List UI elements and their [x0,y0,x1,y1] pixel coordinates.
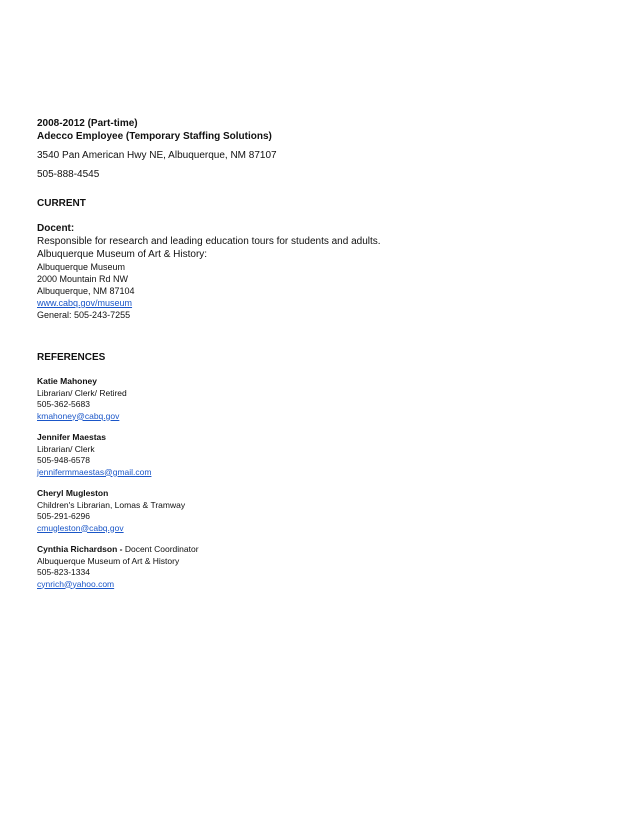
reference-name: Katie Mahoney [37,376,97,386]
reference-item [37,488,597,534]
job-employer: Adecco Employee (Temporary Staffing Solutions) [37,131,272,142]
job-address: 3540 Pan American Hwy NE, Albuquerque, NM 87107 [37,150,277,161]
current-section [37,197,597,321]
references-heading: REFERENCES [37,352,106,363]
job-phone: 505-888-4545 [37,169,100,180]
reference-name: Jennifer Maestas [37,432,106,442]
current-title: Docent: [37,223,75,234]
reference-role: Albuquerque Museum of Art & History [37,555,180,566]
museum-general-phone [37,309,597,321]
reference-phone: 505-362-5683 [37,399,90,409]
reference-role: Children's Librarian, Lomas & Tramway [37,499,186,510]
reference-item [37,544,597,590]
reference-role: Librarian/ Clerk [37,443,95,454]
reference-item [37,376,597,422]
resume-page [37,117,597,590]
reference-name-line [37,544,597,556]
museum-website-link[interactable]: www.cabq.gov/museum [37,298,133,308]
museum-street: 2000 Mountain Rd NW [37,274,129,284]
reference-phone: 505-823-1334 [37,567,90,577]
museum-city: Albuquerque, NM 87104 [37,286,135,296]
reference-email-link[interactable]: cynrich@yahoo.com [37,578,115,589]
job-section [37,117,597,181]
reference-phone: 505-948-6578 [37,455,90,465]
current-heading: CURRENT [37,198,86,209]
general-label: General: [37,310,72,320]
reference-name-suffix: Docent Coordinator [124,544,199,554]
job-dates: 2008-2012 (Part-time) [37,118,138,129]
reference-email-link[interactable]: jennifermmaestas@gmail.com [37,466,152,477]
reference-phone: 505-291-6296 [37,511,90,521]
reference-email-link[interactable]: cmugleston@cabq.gov [37,522,124,533]
reference-role: Librarian/ Clerk/ Retired [37,387,127,398]
reference-name: Cheryl Mugleston [37,488,109,498]
current-org: Albuquerque Museum of Art & History: [37,249,208,260]
museum-name: Albuquerque Museum [37,262,126,272]
current-description: Responsible for research and leading education tours for students and adults. [37,236,381,247]
reference-email-link[interactable]: kmahoney@cabq.gov [37,410,120,421]
reference-name: Cynthia Richardson - [37,544,125,554]
references-section [37,351,597,590]
reference-item [37,432,597,478]
general-phone: 505-243-7255 [74,310,131,320]
